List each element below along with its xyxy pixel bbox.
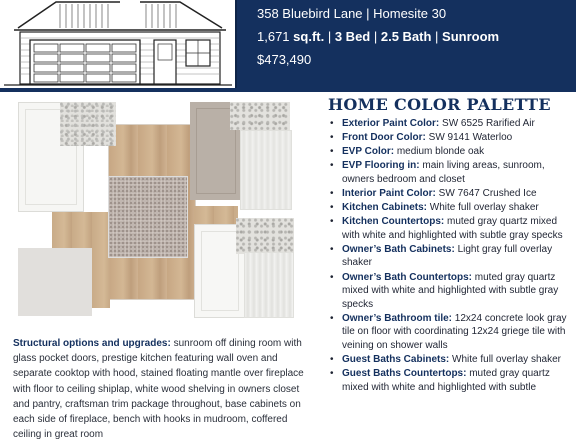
palette-item-label: EVP Flooring in: bbox=[342, 160, 420, 172]
structural-options-text: sunroom off dining room with glass pocket doors, prestige kitchen featuring wall oven and separate cooktop with hood, stained floating mantle over fireplace with floor to ceiling shiplap, white wood shelving in owners closet and pantry, craftsman trim package throughout, base cabinets on each side of fireplace, bench with hooks in mudroom, coffered ceiling in great room bbox=[13, 338, 304, 441]
home-specs: 1,671 sq.ft. | 3 Bed | 2.5 Bath | Sunroom bbox=[257, 29, 500, 44]
palette-item-value: muted gray quartz mixed with white and highlighted with subtle gray specks bbox=[342, 271, 559, 310]
palette-item-label: EVP Color: bbox=[342, 146, 395, 158]
guest-bath-tile-sample bbox=[244, 252, 294, 318]
palette-item-label: Owner’s Bath Cabinets: bbox=[342, 243, 455, 255]
palette-item bbox=[328, 159, 572, 186]
palette-item bbox=[328, 215, 572, 242]
house-elevation-icon bbox=[0, 0, 237, 88]
palette-item-value: muted gray quartz mixed with white and highlighted with subtle bbox=[342, 368, 550, 393]
palette-item bbox=[328, 243, 572, 270]
house-elevation-drawing bbox=[0, 0, 237, 88]
owners-bath-countertop-sample bbox=[230, 102, 290, 130]
kitchen-countertop-sample bbox=[60, 102, 116, 146]
price: $473,490 bbox=[257, 52, 312, 67]
baths-count: 2.5 Bath bbox=[380, 29, 432, 44]
palette-item-value: main living areas, sunroom, owners bedroom and closet bbox=[342, 160, 545, 185]
palette-item bbox=[328, 271, 572, 312]
palette-item-value: SW 9141 Waterloo bbox=[425, 132, 513, 144]
palette-item-label: Interior Paint Color: bbox=[342, 187, 436, 199]
palette-item bbox=[328, 312, 572, 353]
palette-item-label: Owner’s Bath Countertops: bbox=[342, 271, 473, 283]
palette-item-label: Front Door Color: bbox=[342, 132, 426, 144]
palette-item bbox=[328, 131, 572, 145]
palette-item-label: Guest Baths Countertops: bbox=[342, 368, 467, 380]
palette-item bbox=[328, 145, 572, 159]
structural-options bbox=[13, 336, 313, 442]
palette-item-value: medium blonde oak bbox=[394, 146, 485, 158]
palette-item-label: Guest Baths Cabinets: bbox=[342, 354, 450, 366]
listing-header bbox=[0, 0, 576, 92]
palette-list bbox=[328, 117, 572, 394]
guest-bath-countertop-sample bbox=[236, 218, 294, 254]
sqft-value: 1,671 bbox=[257, 29, 290, 44]
palette-item bbox=[328, 367, 572, 394]
palette-item-value: SW 6525 Rarified Air bbox=[439, 118, 535, 129]
palette-item-label: Kitchen Countertops: bbox=[342, 216, 445, 228]
home-color-palette bbox=[328, 96, 572, 395]
beds-count: 3 Bed bbox=[334, 29, 371, 44]
owners-bathroom-tile-sample bbox=[240, 130, 292, 210]
palette-item-label: Exterior Paint Color: bbox=[342, 118, 440, 129]
palette-item-value: White full overlay shaker bbox=[449, 354, 561, 366]
palette-item-label: Kitchen Cabinets: bbox=[342, 202, 428, 214]
structural-options-label: Structural options and upgrades: bbox=[13, 338, 171, 349]
carpet-sample bbox=[108, 176, 188, 258]
palette-item bbox=[328, 353, 572, 367]
palette-item bbox=[328, 201, 572, 215]
palette-item bbox=[328, 187, 572, 201]
palette-title: HOME COLOR PALETTE bbox=[328, 95, 551, 114]
palette-item-value: 12x24 concrete look gray tile on floor with coordinating 12x24 griege tile with veining on shower walls bbox=[342, 312, 567, 351]
palette-item-value: White full overlay shaker bbox=[427, 202, 539, 214]
palette-item-value: muted gray quartz mixed with white and highlighted with subtle gray specks bbox=[342, 216, 563, 241]
palette-item-label: Owner’s Bathroom tile: bbox=[342, 312, 453, 324]
sqft-unit: sq.ft. bbox=[293, 29, 325, 44]
interior-paint-swatch bbox=[18, 248, 92, 316]
extra-room: Sunroom bbox=[442, 29, 500, 44]
address-text: 358 Bluebird Lane | Homesite 30 bbox=[257, 6, 447, 21]
palette-item-value: Light gray full overlay shaker bbox=[342, 243, 553, 269]
finish-moodboard bbox=[12, 100, 312, 326]
palette-item-value: SW 7647 Crushed Ice bbox=[435, 187, 537, 199]
palette-item bbox=[328, 117, 572, 131]
